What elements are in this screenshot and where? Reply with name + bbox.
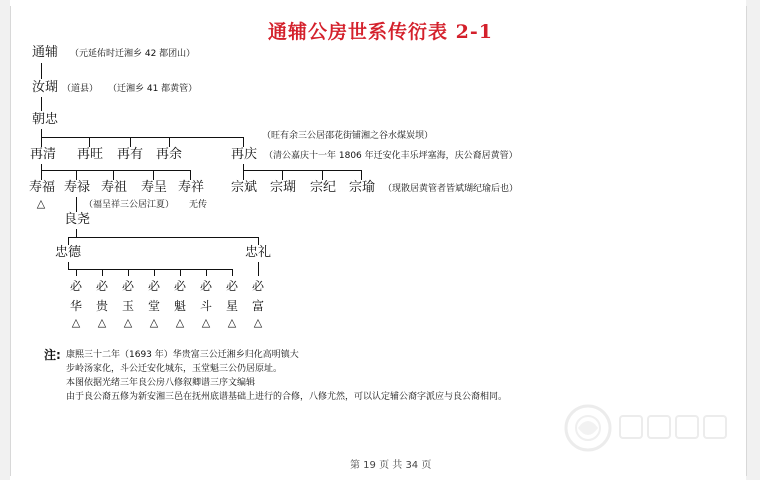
note-ruhu-2: （迁湘乡 41 都黄管） — [108, 84, 198, 94]
tick-g4-4 — [169, 137, 170, 147]
tick-g5l-1 — [41, 170, 42, 180]
tick-g7-2 — [258, 237, 259, 245]
name-biyu: 必 玉 — [121, 279, 134, 313]
name-ruhu: 汝瑚 — [32, 80, 59, 95]
tick-g5r-2 — [282, 170, 283, 180]
tick-g4-2 — [89, 137, 90, 147]
name-zongji: 宗纪 — [310, 180, 337, 195]
tick-g5l-4 — [153, 170, 154, 180]
notes-line-1: 康熙三十二年（1693 年）华贵富三公迁湘乡归化高明镇大 — [66, 350, 299, 360]
tick-g8-1 — [76, 269, 77, 276]
name-tongfu: 通辅 — [32, 45, 59, 60]
mark-biyu: △ — [123, 316, 133, 329]
tick-g8-2 — [102, 269, 103, 276]
mark-bikui: △ — [175, 316, 185, 329]
right-margin — [746, 0, 760, 480]
line-zhongli-down — [258, 262, 259, 276]
note-zaiqing: （清公嘉庆十一年 1806 年迁安化丰乐坪塞海，庆公裔居黄管） — [264, 151, 518, 161]
notes-line-3: 本图依据光绪三年良公房八修叙卿谱三序文编辑 — [66, 378, 256, 388]
name-bidou: 必 斗 — [199, 279, 212, 313]
mark-bidou: △ — [201, 316, 211, 329]
tick-g8-5 — [180, 269, 181, 276]
name-bitang: 必 堂 — [147, 279, 160, 313]
line-g3-down — [41, 129, 42, 137]
note-shoufu: （福呈祥三公居江夏） — [84, 200, 175, 210]
tick-g5l-2 — [76, 170, 77, 180]
tick-g5r-3 — [322, 170, 323, 180]
watermark-logo — [560, 398, 730, 458]
line-g5-g6 — [76, 197, 77, 212]
line-g5-right-bar — [243, 170, 362, 171]
notes-label: 注: — [44, 348, 61, 362]
tick-g8-6 — [206, 269, 207, 276]
note-wuchuan: 无传 — [189, 200, 208, 210]
name-shouzu: 寿祖 — [101, 180, 128, 195]
name-zhongde: 忠德 — [55, 245, 82, 260]
name-bifu: 必 富 — [251, 279, 264, 313]
mark-bigui: △ — [97, 316, 107, 329]
name-zongbin: 宗斌 — [231, 180, 258, 195]
name-bikui: 必 魁 — [173, 279, 186, 313]
name-zonghu: 宗瑚 — [270, 180, 297, 195]
name-shoulu: 寿禄 — [64, 180, 91, 195]
page-title: 通辅公房世系传衍表 2-1 — [268, 21, 493, 43]
mark-bifu: △ — [253, 316, 263, 329]
tick-g5r-1 — [243, 170, 244, 180]
name-zaiwang: 再旺 — [77, 147, 104, 162]
name-zaiqing2: 再庆 — [231, 147, 258, 162]
name-chaozhong: 朝忠 — [32, 112, 59, 127]
tick-g8-4 — [154, 269, 155, 276]
name-shouxiang: 寿祥 — [178, 180, 205, 195]
name-shoufu: 寿福 — [29, 180, 56, 195]
name-zhongli: 忠礼 — [245, 245, 272, 260]
note-chaozhong: （旺有余三公居邵花街铺湘之谷水煤炭坝） — [262, 131, 434, 141]
tick-g5l-5 — [190, 170, 191, 180]
mark-bihua: △ — [71, 316, 81, 329]
line-g7-bar — [68, 237, 259, 238]
line-g6-down — [76, 229, 77, 237]
note-tongfu: （元延佑时迁湘乡 42 都团山） — [70, 49, 196, 59]
name-shoucheng: 寿呈 — [141, 180, 168, 195]
line-g2-g3 — [41, 97, 42, 111]
name-zaiyu: 再余 — [156, 147, 183, 162]
left-margin — [0, 0, 10, 480]
page-number: 第 19 页 共 34 页 — [350, 460, 432, 471]
tick-g4-3 — [130, 137, 131, 147]
tick-g8-7 — [232, 269, 233, 276]
name-bigui: 必 贵 — [95, 279, 108, 313]
tick-g7-1 — [68, 237, 69, 245]
tick-g5r-4 — [361, 170, 362, 180]
name-liangyao: 良尧 — [64, 212, 91, 227]
mark-bitang: △ — [149, 316, 159, 329]
note-ruhu-1: （道县） — [62, 84, 99, 94]
notes-line-2: 步岭汤家化，斗公迁安化城东，玉堂魁三公仍居原址。 — [66, 364, 283, 374]
line-g5-left-bar — [41, 170, 191, 171]
name-bixing: 必 星 — [225, 279, 238, 313]
tick-g4-5 — [243, 137, 244, 147]
tick-g8-3 — [128, 269, 129, 276]
name-zaiqing: 再清 — [30, 147, 57, 162]
notes-line-4: 由于良公裔五修为新安湘三邑在抚州底谱基础上进行的合修，八修尤然，可以认定辅公裔字派应与良公裔相同。 — [66, 392, 508, 402]
mark-bixing: △ — [227, 316, 237, 329]
line-g8-bar — [68, 269, 232, 270]
line-g4-bar — [41, 137, 244, 138]
no-heir-mark: △ — [36, 197, 46, 210]
name-zongyu: 宗瑜 — [349, 180, 376, 195]
note-zong: （现散居黄管者皆斌瑚纪瑜后也） — [383, 184, 519, 194]
line-g1-g2 — [41, 63, 42, 79]
tick-g5l-3 — [113, 170, 114, 180]
name-zaiyou: 再有 — [117, 147, 144, 162]
tick-g4-1 — [41, 137, 42, 147]
line-zhongde-down — [68, 262, 69, 269]
name-bihua: 必 华 — [69, 279, 82, 313]
